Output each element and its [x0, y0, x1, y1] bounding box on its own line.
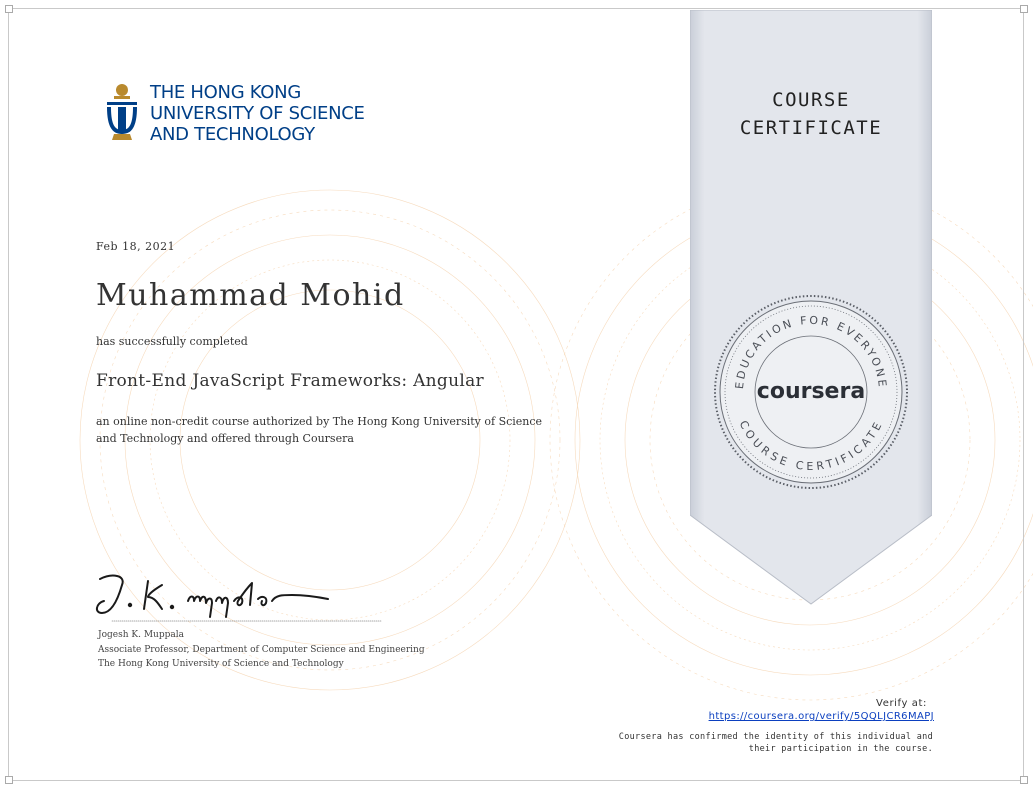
completed-text: has successfully completed	[96, 335, 248, 348]
corner-ornament	[1020, 5, 1028, 13]
issue-date: Feb 18, 2021	[96, 240, 176, 253]
hkust-logo-icon	[104, 82, 140, 144]
university-name-line1: THE HONG KONG	[150, 82, 301, 103]
corner-ornament	[5, 776, 13, 784]
course-description: an online non-credit course authorized by The Hong Kong University of Science and Technology and offered through Coursera	[96, 415, 543, 445]
signature-image	[92, 565, 392, 625]
course-name: Front-End JavaScript Frameworks: Angular	[96, 371, 484, 391]
signatory-organization: The Hong Kong University of Science and Technology	[98, 659, 344, 669]
university-name-line2: UNIVERSITY OF SCIENCE	[150, 103, 365, 124]
recipient-name: Muhammad Mohid	[96, 278, 405, 313]
corner-ornament	[5, 5, 13, 13]
certificate-heading-line1: COURSE	[772, 89, 850, 111]
university-name-line3: AND TECHNOLOGY	[150, 124, 315, 145]
seal-top-arc: EDUCATION FOR EVERYONE	[732, 313, 890, 390]
verify-link[interactable]: https://coursera.org/verify/5QQLJCR6MAPJ	[708, 711, 934, 722]
university-name	[150, 82, 365, 145]
signatory-title: Associate Professor, Department of Computer Science and Engineering	[98, 645, 425, 655]
signatory-name: Jogesh K. Muppala	[98, 630, 184, 640]
verify-label: Verify at:	[876, 698, 927, 709]
corner-ornament	[1020, 776, 1028, 784]
certificate-heading	[690, 86, 932, 142]
identity-confirmation: Coursera has confirmed the identity of this individual and their participation in the course.	[618, 732, 933, 754]
seal-bottom-arc: COURSE CERTIFICATE	[736, 418, 886, 474]
certificate-heading-line2: CERTIFICATE	[739, 117, 883, 139]
coursera-seal	[712, 293, 910, 491]
seal-brand: coursera	[756, 379, 866, 404]
